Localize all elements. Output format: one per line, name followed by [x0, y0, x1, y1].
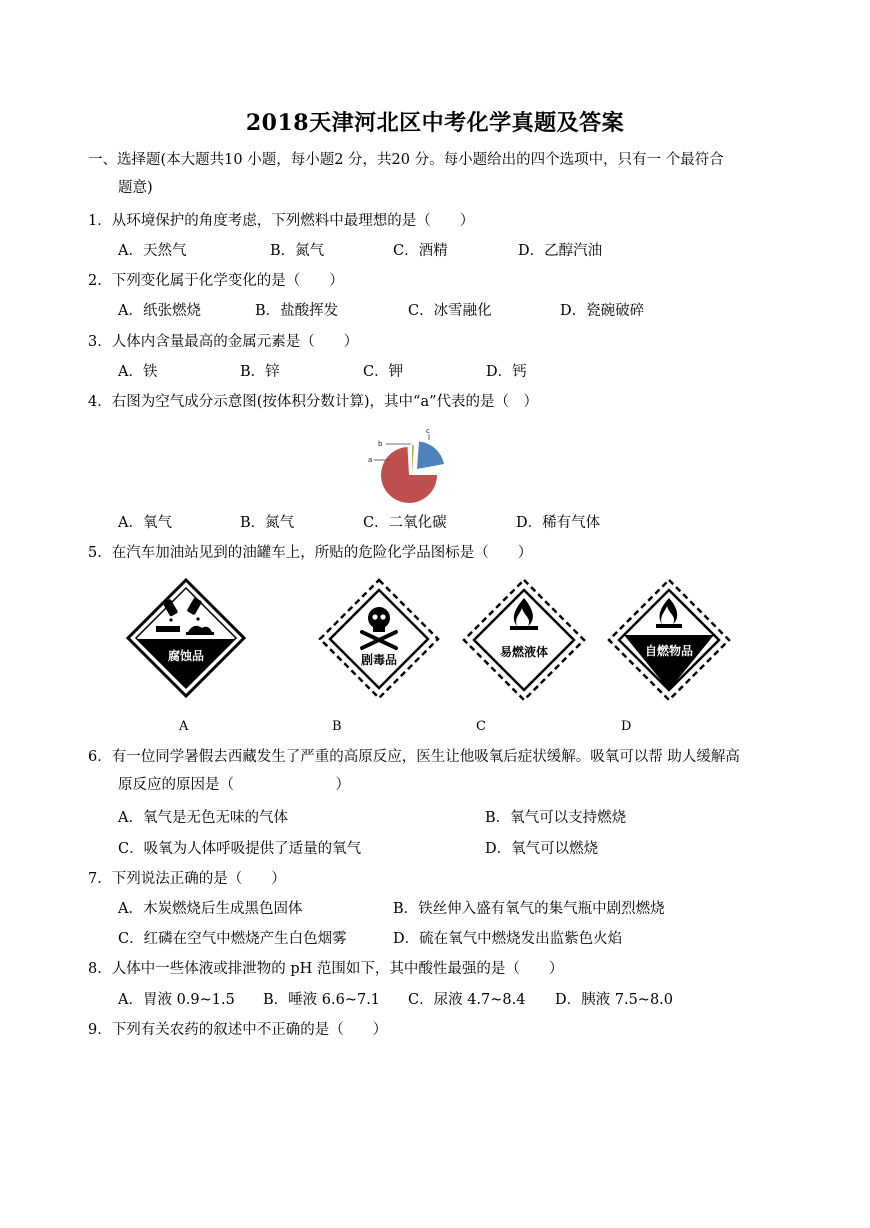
symbol-letter-c: C — [476, 719, 486, 734]
q2-option-b: B．盐酸挥发 — [255, 303, 339, 319]
q1-option-b: B．氮气 — [270, 243, 325, 259]
spontaneous-combustion-hazard-symbol — [607, 578, 731, 702]
q2-option-d: D．瓷碗破碎 — [560, 303, 645, 319]
q4-option-b: B．氮气 — [240, 515, 295, 531]
question-7-stem: 7．下列说法正确的是（ ） — [88, 871, 286, 887]
corrosive-hazard-symbol — [126, 578, 246, 698]
corrosive-symbol-label: 腐蚀品 — [167, 649, 205, 663]
question-6-stem: 6．有一位同学暑假去西藏发生了严重的高原反应，医生让他吸氧后症状缓解。吸氧可以帮 助人缓解高 — [88, 749, 740, 765]
q7-option-a: A．木炭燃烧后生成黑色固体 — [118, 901, 303, 917]
symbol-letter-d: D — [621, 719, 632, 734]
q3-option-c: C．钾 — [363, 364, 404, 380]
q3-option-b: B．锌 — [240, 364, 280, 380]
question-8-stem: 8．人体中一些体液或排泄物的 pH 范围如下，其中酸性最强的是（ ） — [88, 961, 564, 977]
page-title: 2018天津河北区中考化学真题及答案 — [245, 110, 625, 136]
question-6-stem-cont: 原反应的原因是（ ） — [118, 777, 350, 793]
q7-option-c: C．红磷在空气中燃烧产生白色烟雾 — [118, 931, 347, 947]
question-9-stem: 9．下列有关农药的叙述中不正确的是（ ） — [88, 1022, 388, 1038]
q3-option-d: D．钙 — [486, 364, 527, 380]
q4-option-d: D．稀有气体 — [516, 515, 601, 531]
symbol-letter-a: A — [179, 719, 189, 734]
flammable-liquid-hazard-symbol — [462, 578, 586, 702]
q6-option-c: C．吸氧为人体呼吸提供了适量的氧气 — [118, 841, 362, 857]
question-5-stem: 5．在汽车加油站见到的油罐车上，所贴的危险化学品图标是（ ） — [88, 545, 533, 561]
q4-option-a: A．氧气 — [118, 515, 172, 531]
q7-option-b: B．铁丝伸入盛有氧气的集气瓶中剧烈燃烧 — [393, 901, 665, 917]
q4-option-c: C．二氧化碳 — [363, 515, 447, 531]
q8-option-d: D．胰液 7.5~8.0 — [555, 992, 674, 1008]
q6-option-b: B．氧气可以支持燃烧 — [485, 810, 627, 826]
q7-option-d: D．硫在氧气中燃烧发出监紫色火焰 — [393, 931, 623, 947]
pie-label-a: a — [368, 456, 373, 464]
question-2-stem: 2．下列变化属于化学变化的是（ ） — [88, 273, 344, 289]
q6-option-a: A．氧气是无色无味的气体 — [118, 810, 288, 826]
pie-slice-b — [412, 445, 414, 473]
question-1-stem: 1．从环境保护的角度考虑，下列燃料中最理想的是（ ） — [88, 213, 475, 229]
pie-slice-c — [417, 442, 444, 470]
section-heading-cont: 题意) — [118, 180, 153, 196]
flammable-symbol-label: 易燃液体 — [499, 645, 549, 659]
q6-option-d: D．氧气可以燃烧 — [485, 841, 599, 857]
air-composition-pie-chart — [360, 424, 450, 506]
q8-option-c: C．尿液 4.7~8.4 — [408, 992, 526, 1008]
toxic-symbol-label: 剧毒品 — [360, 653, 398, 667]
q1-option-d: D．乙醇汽油 — [518, 243, 603, 259]
q1-option-c: C．酒精 — [393, 243, 448, 259]
pie-label-c: c — [426, 427, 430, 435]
q8-option-b: B．唾液 6.6~7.1 — [263, 992, 381, 1008]
symbol-letter-b: B — [332, 719, 342, 734]
spontaneous-symbol-label: 自燃物品 — [644, 644, 694, 658]
question-4-stem: 4．右图为空气成分示意图(按体积分数计算)，其中“a”代表的是（ ） — [88, 394, 539, 410]
toxic-hazard-symbol — [318, 578, 440, 700]
question-3-stem: 3．人体内含量最高的金属元素是（ ） — [88, 334, 359, 350]
pie-label-b: b — [378, 440, 383, 448]
section-heading: 一、选择题(本大题共10 小题，每小题2 分，共20 分。每小题给出的四个选项中，只有一 个最符合 — [88, 152, 724, 168]
q1-option-a: A．天然气 — [118, 243, 187, 259]
q2-option-c: C．冰雪融化 — [408, 303, 492, 319]
q8-option-a: A．胃液 0.9~1.5 — [118, 992, 235, 1008]
q2-option-a: A．纸张燃烧 — [118, 303, 201, 319]
q3-option-a: A．铁 — [118, 364, 158, 380]
